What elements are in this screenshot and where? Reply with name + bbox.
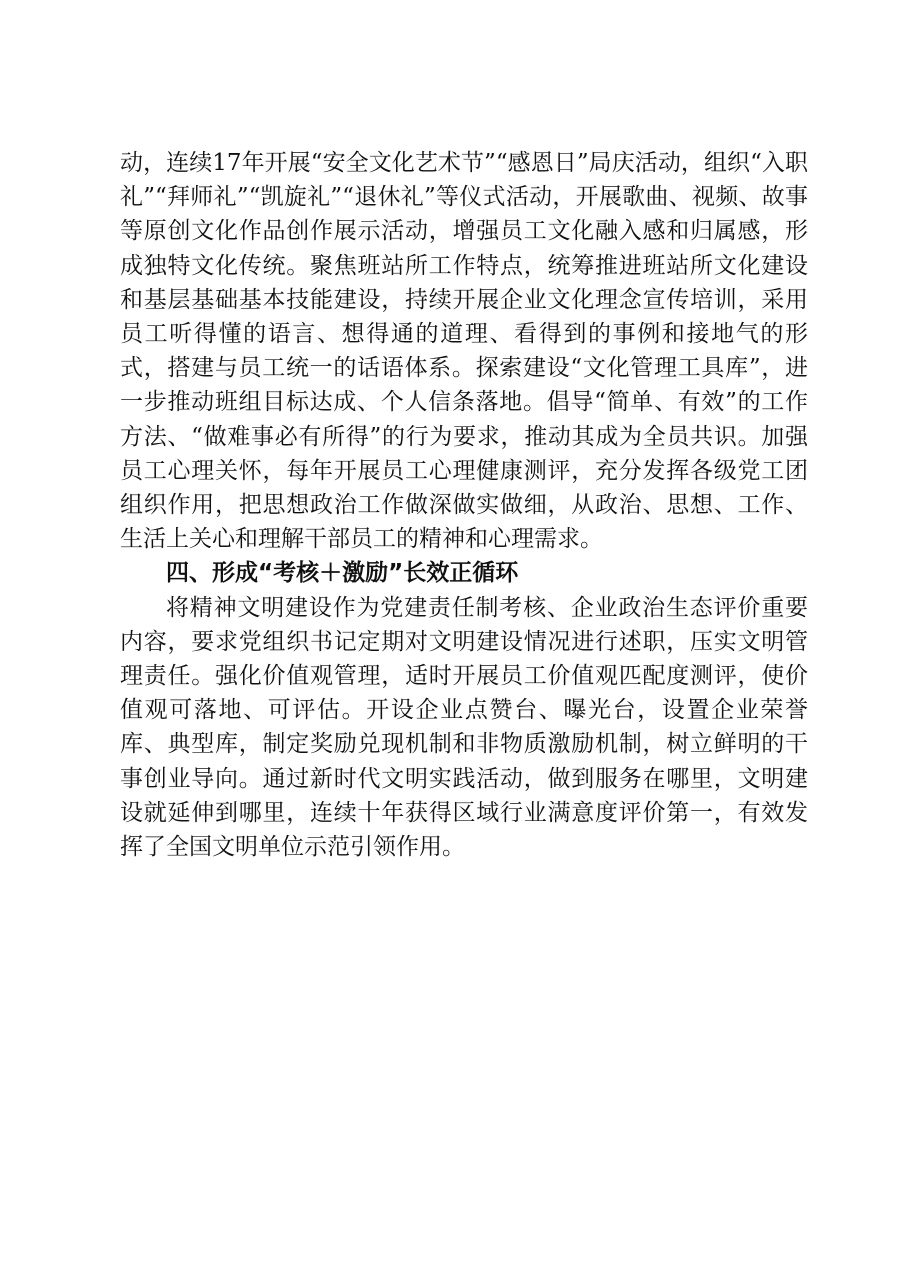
section-four-paragraph: 将精神文明建设作为党建责任制考核、企业政治生态评价重要内容，要求党组织书记定期对文明建设情况进行述职，压实文明管理责任。强化价值观管理，适时开展员工价值观匹配度测评，使价值观可落地、可评估。开设企业点赞台、曝光台，设置企业荣誉库、典型库，制定奖励兑现机制和非物质激励机制，树立鲜明的干事创业导向。通过新时代文明实践活动，做到服务在哪里，文明建设就延伸到哪里，连续十年获得区域行业满意度评价第一，有效发挥了全国文明单位示范引领作用。 (120, 594, 808, 861)
document-body (120, 146, 808, 864)
continued-paragraph: 动，连续17年开展“安全文化艺术节”“感恩日”局庆活动，组织“入职礼”“拜师礼”“凯旋礼”“退休礼”等仪式活动，开展歌曲、视频、故事等原创文化作品创作展示活动，增强员工文化融入感和归属感，形成独特文化传统。聚焦班站所工作特点，统筹推进班站所文化建设和基层基础基本技能建设，持续开展企业文化理念宣传培训，采用员工听得懂的语言、想得通的道理、看得到的事例和接地气的形式，搭建与员工统一的话语体系。探索建设“文化管理工具库”，进一步推动班组目标达成、个人信条落地。倡导“简单、有效”的工作方法、“做难事必有所得”的行为要求，推动其成为全员共识。加强员工心理关怀，每年开展员工心理健康测评，充分发挥各级党工团组织作用，把思想政治工作做深做实做细，从政治、思想、工作、生活上关心和理解干部员工的精神和心理需求。 (120, 150, 808, 553)
section-heading: 四、形成“考核＋激励”长效正循环 (166, 560, 519, 587)
